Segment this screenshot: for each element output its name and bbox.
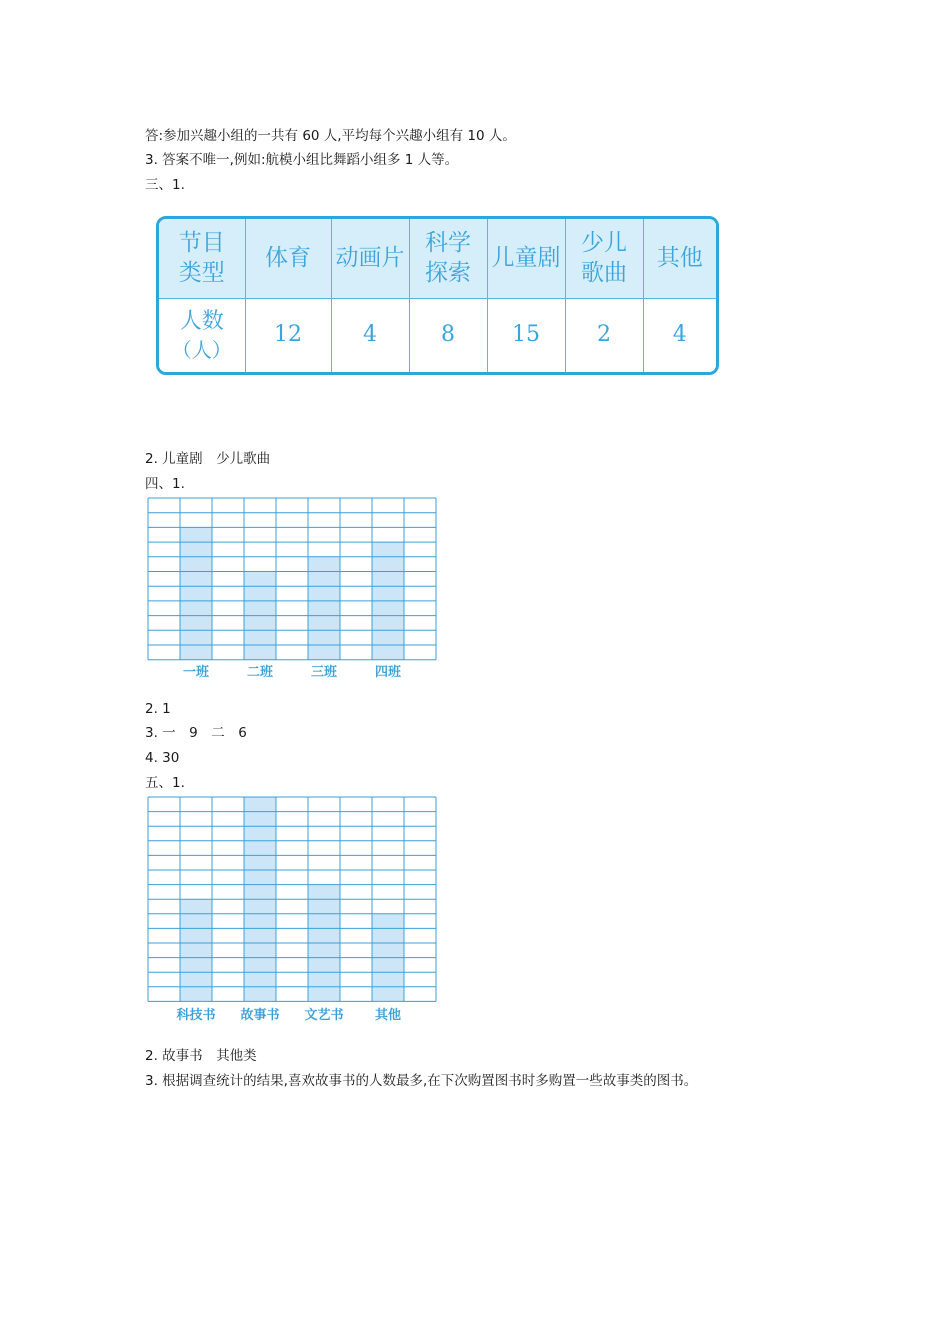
table-column-header (409, 219, 487, 299)
category-label: 故事书 (240, 1008, 280, 1023)
table-column-header (487, 219, 565, 299)
answer-line-1: 答:参加兴趣小组的一共有 60 人,平均每个兴趣小组有 10 人。 (145, 128, 516, 144)
table-cell: 15 (487, 299, 565, 372)
table-column-header (245, 219, 331, 299)
category-label: 一班 (182, 665, 210, 680)
tv-program-table (156, 216, 719, 375)
column-header-text: 动画片 (335, 244, 405, 271)
answer-line-10: 2. 故事书 其他类 (145, 1048, 257, 1064)
table-cell: 12 (245, 299, 331, 372)
section-4-heading: 四、1. (145, 476, 185, 492)
table-cell: 8 (409, 299, 487, 372)
bar (308, 557, 340, 660)
table-column-header (331, 219, 409, 299)
table-header-label (159, 219, 245, 299)
category-label: 科技书 (176, 1008, 216, 1023)
row-label-line-2: （人） (171, 337, 232, 362)
answer-line-6: 2. 1 (145, 701, 171, 717)
row-label-line-1: 人数 (179, 309, 224, 335)
answer-line-4: 2. 儿童剧 少儿歌曲 (145, 451, 271, 467)
category-label: 二班 (246, 665, 274, 680)
table-row-label (159, 299, 245, 372)
column-header-text: 体育 (265, 244, 311, 271)
table-column-header (565, 219, 643, 299)
column-header-text: 其他 (656, 244, 703, 271)
table-value-row (159, 299, 716, 372)
bar (180, 899, 212, 1001)
column-header-text: 科学探索 (425, 229, 471, 286)
answer-line-11: 3. 根据调查统计的结果,喜欢故事书的人数最多,在下次购置图书时多购置一些故事类的图书。 (145, 1073, 698, 1089)
answer-line-8: 4. 30 (145, 750, 180, 766)
table-column-header (643, 219, 716, 299)
category-label: 三班 (310, 665, 338, 680)
table-cell: 4 (331, 299, 409, 372)
category-label: 其他 (374, 1008, 402, 1023)
table-cell: 4 (643, 299, 716, 372)
header-label-line-1: 节目 (178, 229, 225, 256)
column-header-text: 儿童剧 (491, 244, 561, 271)
book-bar-chart (145, 794, 441, 1026)
class-bar-chart (145, 495, 441, 685)
section-5-heading: 五、1. (145, 775, 185, 791)
table-header-row (159, 219, 716, 299)
table-cell: 2 (565, 299, 643, 372)
answer-line-2: 3. 答案不唯一,例如:航模小组比舞蹈小组多 1 人等。 (145, 152, 459, 168)
header-label-line-2: 类型 (178, 259, 225, 286)
category-label: 文艺书 (304, 1008, 344, 1023)
section-3-heading: 三、1. (145, 177, 185, 193)
column-header-text: 少儿歌曲 (581, 229, 627, 286)
bar (180, 527, 212, 659)
answer-line-7: 3. 一 9 二 6 (145, 725, 247, 741)
category-label: 四班 (374, 665, 402, 680)
